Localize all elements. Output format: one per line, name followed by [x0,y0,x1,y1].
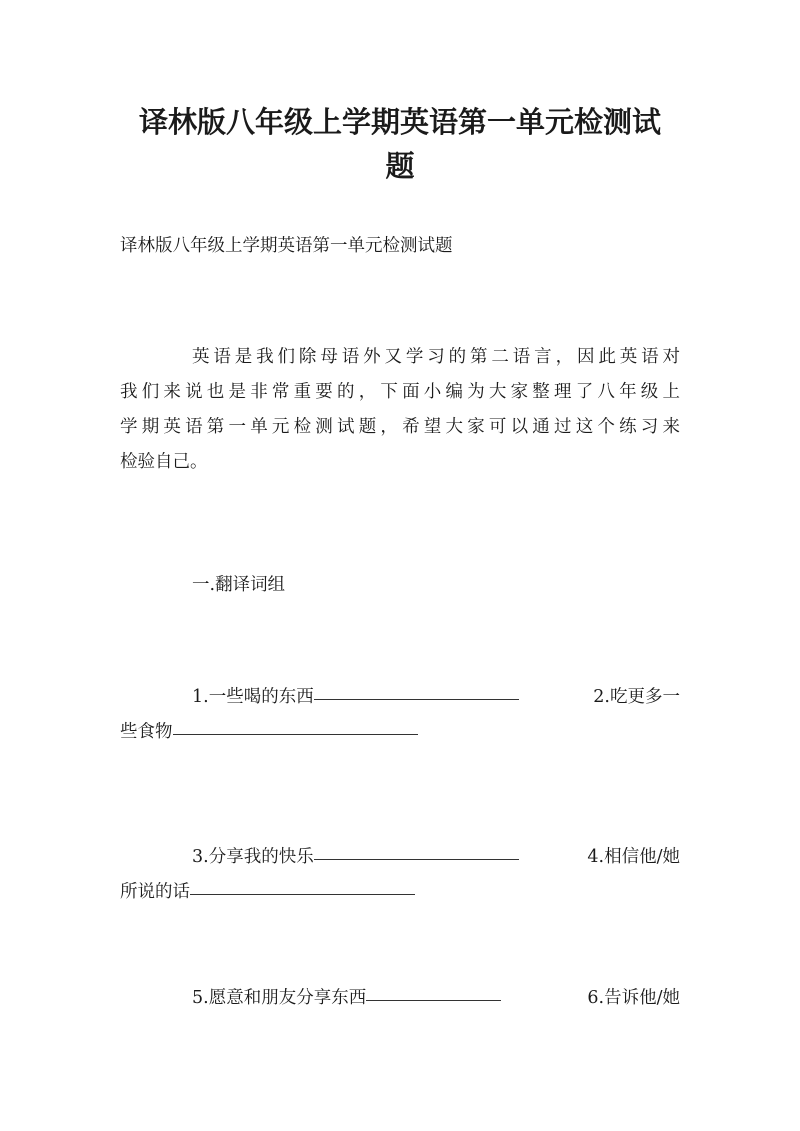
intro-paragraph [120,340,680,480]
answer-blank[interactable] [366,999,501,1001]
intro-line: 英语是我们除母语外又学习的第二语言，因此英语对 [192,347,680,367]
exercise-label: 些食物 [120,722,173,742]
exercise-label: 1.一些喝的东西 [192,687,314,707]
intro-line: 检验自己。 [120,452,208,472]
exercise-item-3 [192,840,519,875]
answer-blank[interactable] [190,893,415,895]
exercise-label: 4.相信他/她 [587,847,680,867]
title-line-1: 译林版八年级上学期英语第一单元检测试 [138,105,661,139]
exercise-pair [120,840,680,910]
section-heading: 一.翻译词组 [192,575,286,595]
exercise-row [120,715,680,750]
answer-blank[interactable] [314,698,519,700]
exercise-label: 2.吃更多一 [593,687,680,707]
exercise-label: 3.分享我的快乐 [192,847,314,867]
document-title [120,100,680,188]
exercise-row [120,680,680,715]
exercise-row [120,981,680,1016]
intro-line: 学期英语第一单元检测试题，希望大家可以通过这个练习来 [120,417,680,437]
exercise-item-1 [192,680,519,715]
answer-blank[interactable] [314,858,519,860]
answer-blank[interactable] [173,733,418,735]
exercise-pair [120,680,680,750]
exercise-label: 6.告诉他/她 [587,988,680,1008]
title-line-2: 题 [385,149,415,183]
exercise-row [120,840,680,875]
exercise-item-5 [192,981,501,1016]
document-subtitle: 译林版八年级上学期英语第一单元检测试题 [120,236,453,256]
exercise-row [120,875,680,910]
exercise-label: 所说的话 [120,882,190,902]
exercise-pair [120,981,680,1016]
intro-line: 我们来说也是非常重要的，下面小编为大家整理了八年级上 [120,382,680,402]
exercise-label: 5.愿意和朋友分享东西 [192,988,367,1008]
